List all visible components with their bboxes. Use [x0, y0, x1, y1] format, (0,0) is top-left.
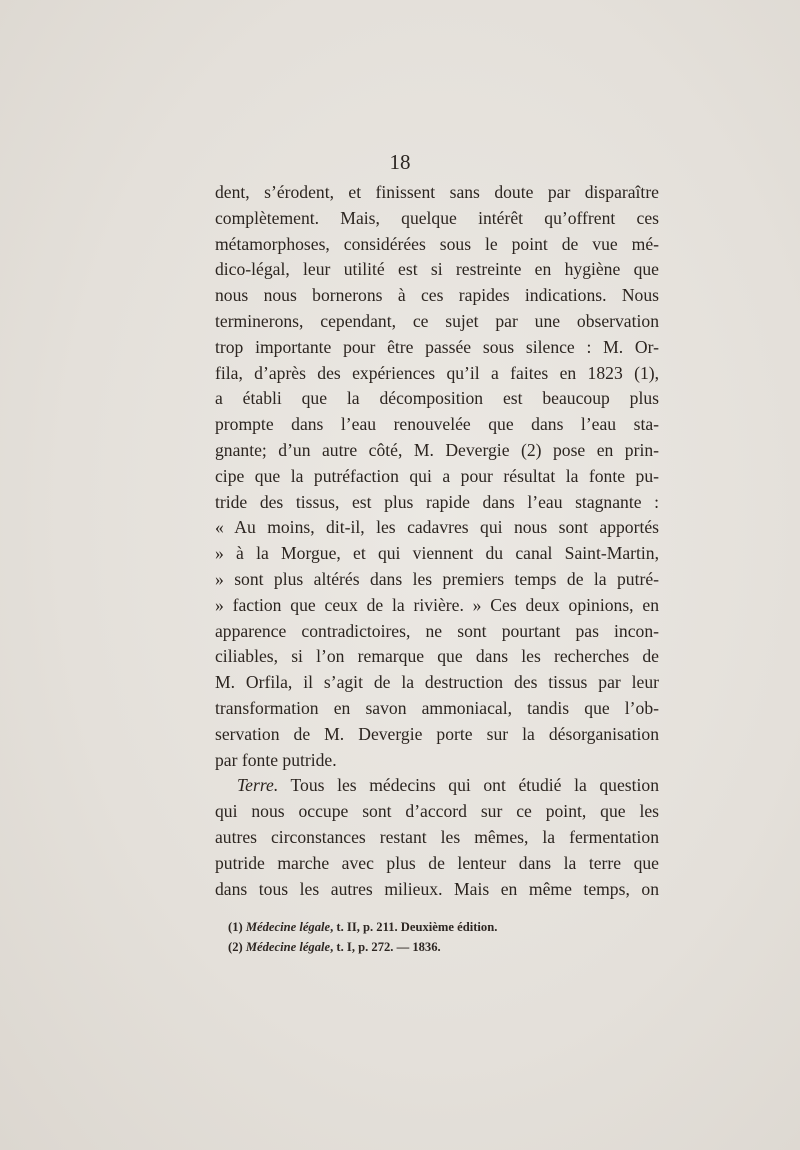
- text-line: M. Orfila, il s’agit de la destruction des tissus par leur: [215, 672, 659, 693]
- text-line: transformation en savon ammoniacal, tandis que l’ob-: [215, 697, 659, 718]
- footnote-text: , t. I, p. 272. — 1836.: [330, 940, 441, 954]
- text-line: cipe que la putréfaction qui a pour résultat la fonte pu-: [215, 465, 659, 486]
- text-line: tride des tissus, est plus rapide dans l’eau stagnante :: [215, 491, 659, 512]
- text-line: prompte dans l’eau renouvelée que dans l’eau sta-: [215, 414, 659, 435]
- text-line: trop importante pour être passée sous silence : M. Or-: [215, 336, 659, 357]
- text-line: gnante; d’un autre côté, M. Devergie (2) pose en prin-: [215, 439, 659, 460]
- text-line: complètement. Mais, quelque intérêt qu’offrent ces: [215, 207, 659, 228]
- text-line: » à la Morgue, et qui viennent du canal Saint-Martin,: [215, 543, 659, 564]
- text-line: dent, s’érodent, et finissent sans doute par disparaître: [215, 182, 659, 202]
- text-line: ciliables, si l’on remarque que dans les recherches de: [215, 646, 659, 667]
- text-line: dans tous les autres milieux. Mais en même temps, on: [215, 878, 659, 899]
- body-text: [215, 180, 659, 902]
- text-line: par fonte putride.: [215, 749, 337, 770]
- text-line: » faction que ceux de la rivière. » Ces deux opinions, en: [215, 594, 659, 615]
- text-line: dico-légal, leur utilité est si restreinte en hygiène que: [215, 259, 659, 280]
- footnote-title: Médecine légale: [245, 940, 331, 954]
- text-line: Terre. Tous les médecins qui ont étudié la question: [237, 775, 659, 796]
- text-line: qui nous occupe sont d’accord sur ce point, que les: [215, 801, 659, 822]
- text-line: terminerons, cependant, ce sujet par une observation: [215, 310, 659, 331]
- text-line: nous nous bornerons à ces rapides indications. Nous: [215, 285, 659, 306]
- footnote: [228, 917, 648, 937]
- footnote: [228, 937, 648, 957]
- text-line: putride marche avec plus de lenteur dans la terre que: [215, 852, 659, 873]
- text-line: servation de M. Devergie porte sur la désorganisation: [215, 723, 659, 744]
- text-line: « Au moins, dit-il, les cadavres qui nous sont apportés: [215, 517, 659, 538]
- footnote-mark: (1): [228, 920, 243, 934]
- text-line: » sont plus altérés dans les premiers temps de la putré-: [215, 568, 659, 589]
- footnote-title: Médecine légale: [245, 920, 331, 934]
- text-line: métamorphoses, considérées sous le point de vue mé-: [215, 233, 659, 254]
- text-line: a établi que la décomposition est beaucoup plus: [215, 388, 659, 409]
- text-line: fila, d’après des expériences qu’il a faites en 1823 (1),: [215, 362, 659, 383]
- footnote-text: , t. II, p. 211. Deuxième édition.: [330, 920, 498, 934]
- footnote-mark: (2): [228, 940, 243, 954]
- footnotes: [228, 917, 648, 957]
- text-line: apparence contradictoires, ne sont pourtant pas incon-: [215, 620, 659, 641]
- text-line: autres circonstances restant les mêmes, la fermentation: [215, 826, 659, 847]
- page-number: 18: [389, 150, 411, 174]
